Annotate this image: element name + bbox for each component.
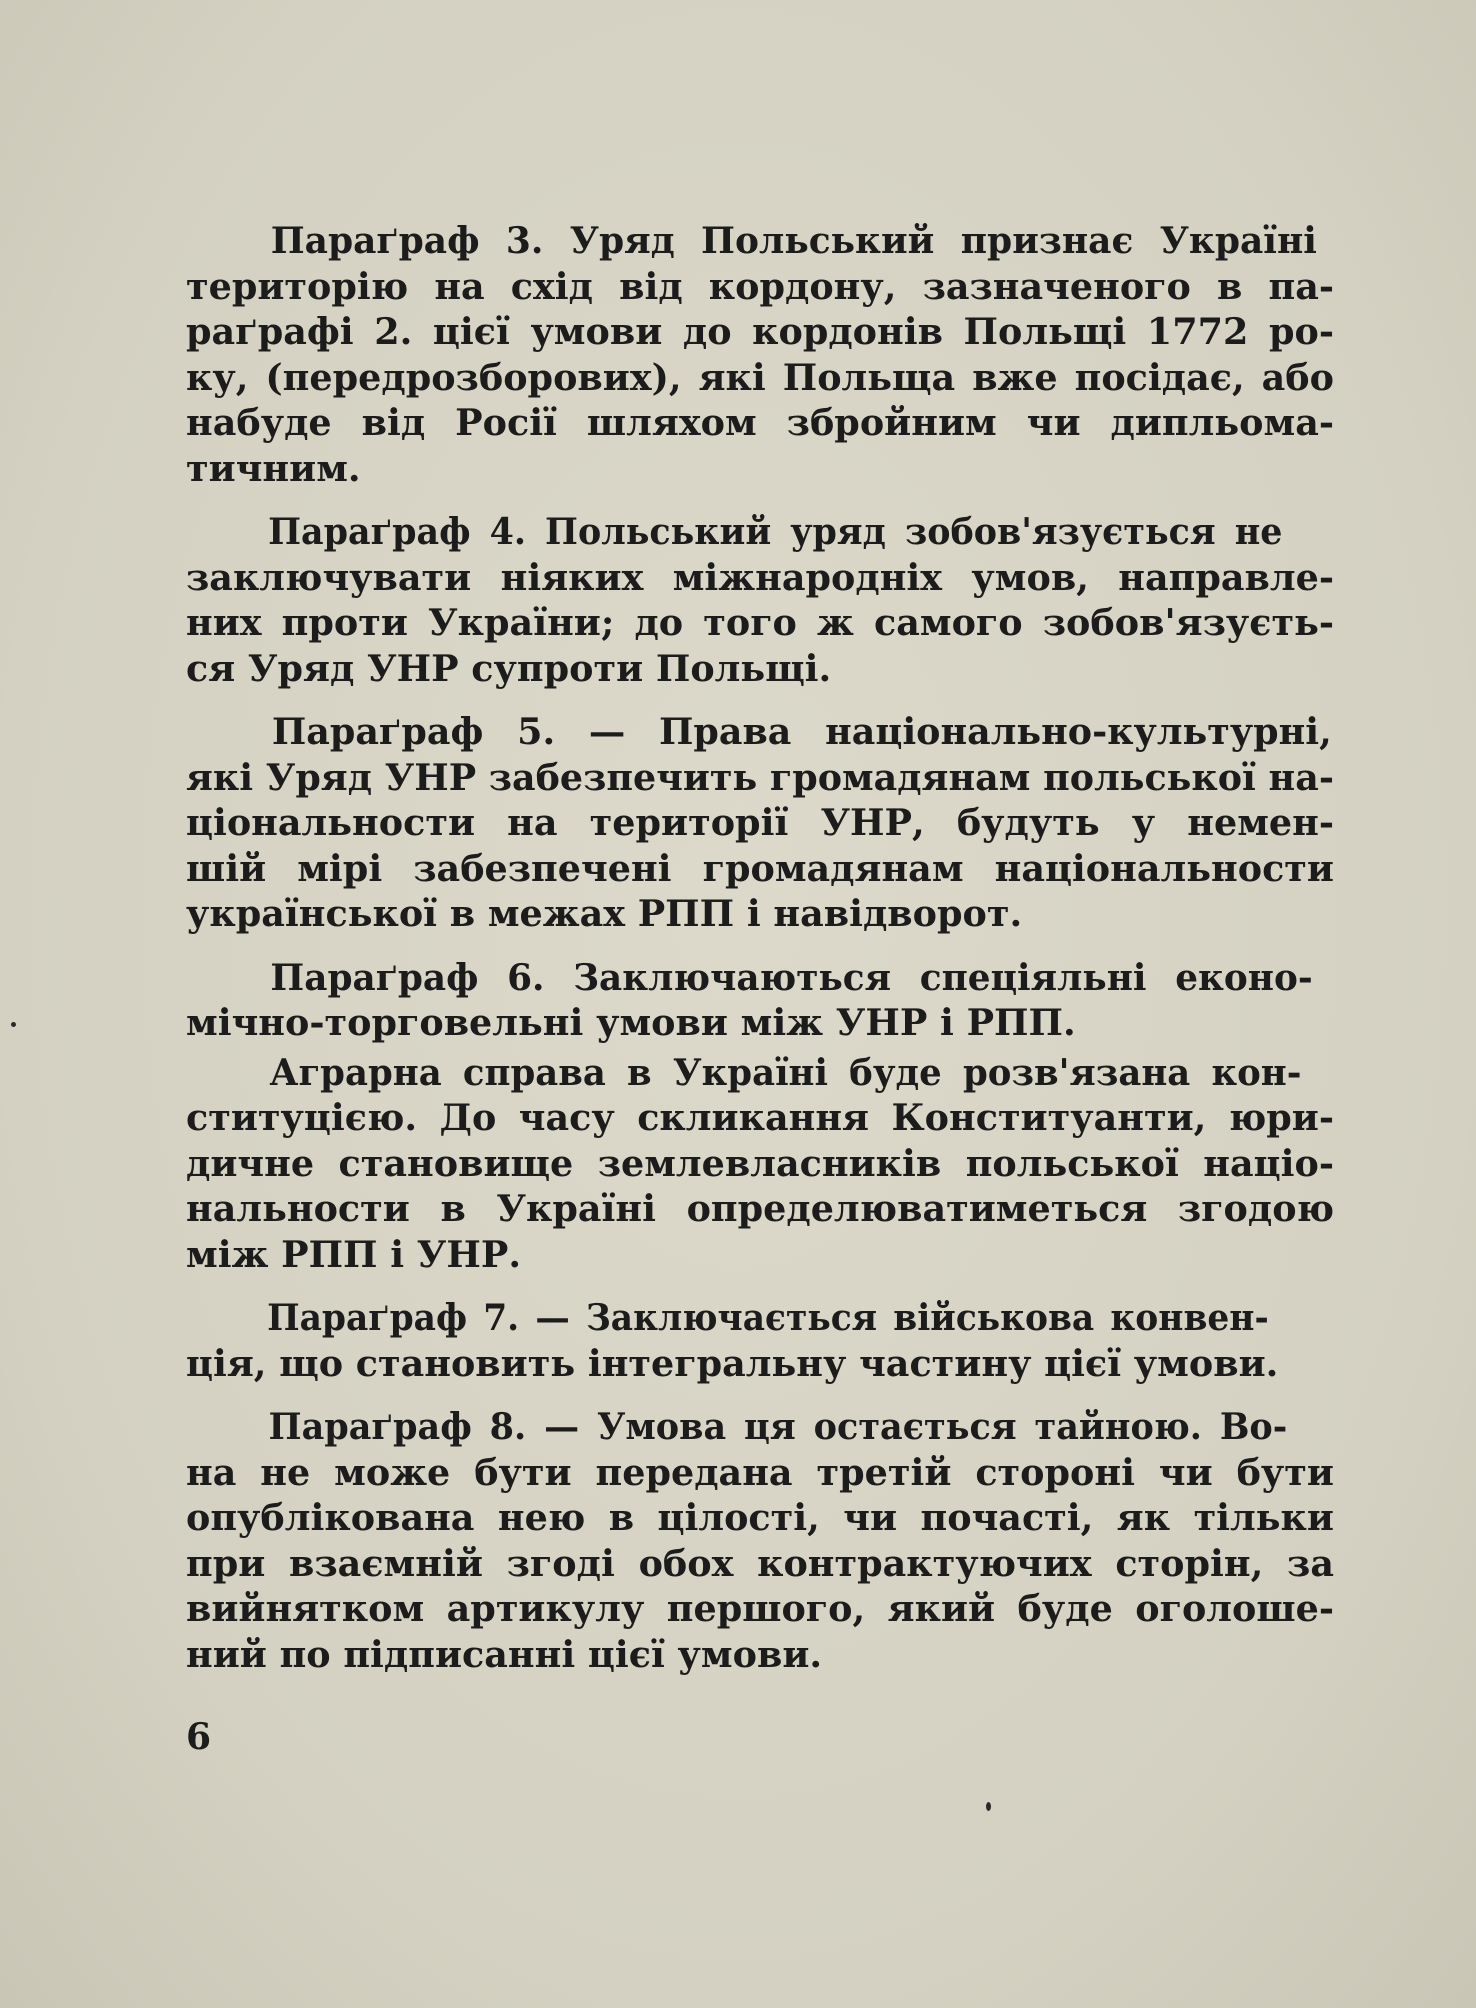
paragraph-p4	[186, 509, 1334, 691]
paragraph-p6a	[186, 955, 1334, 1046]
text-line: ся Уряд УНР супроти Польщі.	[186, 646, 832, 690]
text-line: тичним.	[186, 446, 361, 490]
text-line: опублікована нею в цілості, чи почасті, як тільки	[186, 1496, 1334, 1539]
text-line: української в межах РПП і навідворот.	[186, 892, 1023, 935]
paragraph-p7	[186, 1295, 1334, 1386]
text-line: раґрафі 2. цієї умови до кордонів Польщі 1772 ро-	[186, 310, 1334, 353]
text-line: Аграрна справа в Україні буде розв'язана кон-	[269, 1050, 1302, 1094]
text-line: дичне становище землевласників польської націо-	[186, 1141, 1334, 1185]
paragraph-p6b	[186, 1050, 1334, 1278]
text-line: ціональности на території УНР, будуть у немен-	[186, 801, 1334, 844]
text-line: при взаємній згоді обох контрактуючих сторін, за	[186, 1541, 1334, 1585]
text-line: мічно-торговельні умови між УНР і РПП.	[186, 1001, 1076, 1044]
text-line: шій мірі забезпечені громадянам національности	[186, 846, 1334, 890]
text-line: нальности в Україні определюватиметься згодою	[186, 1187, 1334, 1230]
paper-speck	[986, 1802, 991, 1811]
text-line: ний по підписанні цієї умови.	[186, 1632, 823, 1676]
text-line: ку, (передрозборових), які Польща вже посідає, або	[186, 355, 1334, 399]
text-line: ституцією. До часу скликання Конституанти, юри-	[186, 1096, 1334, 1139]
body-text	[186, 218, 1334, 1695]
paragraph-p5	[186, 709, 1334, 937]
text-line: набуде від Росії шляхом збройним чи дипльома-	[186, 401, 1334, 444]
paper-speck	[11, 1022, 16, 1027]
text-line: Параґраф 5. — Права національно-культурні,	[271, 710, 1332, 753]
text-line: які Уряд УНР забезпечить громадянам польської на-	[186, 755, 1334, 799]
text-line: Параґраф 4. Польський уряд зобов'язується не	[268, 510, 1283, 553]
text-line: Параґраф 8. — Умова ця остається тайною. Во-	[268, 1405, 1288, 1448]
paragraph-p3	[186, 218, 1334, 491]
page-number: 6	[186, 1716, 212, 1758]
text-line: Параґраф 3. Уряд Польський признає Україні	[270, 219, 1317, 262]
text-line: територію на схід від кордону, зазначеного в па-	[186, 264, 1334, 308]
text-line: вийнятком артикулу першого, який буде оголоше-	[186, 1587, 1334, 1630]
text-line: між РПП і УНР.	[186, 1232, 522, 1276]
text-line: них проти України; до того ж самого зобов'язуєть-	[186, 601, 1334, 644]
text-line: Параґраф 7. — Заключається військова конвен-	[267, 1296, 1269, 1339]
text-line: Параґраф 6. Заключаються спеціяльні еконо-	[270, 955, 1313, 999]
paragraph-p8	[186, 1404, 1334, 1677]
text-line: на не може бути передана третій стороні чи бути	[186, 1450, 1334, 1494]
text-line: заключувати ніяких міжнародніх умов, направле-	[186, 555, 1334, 599]
text-line: ція, що становить інтегральну частину цієї умови.	[186, 1341, 1279, 1385]
